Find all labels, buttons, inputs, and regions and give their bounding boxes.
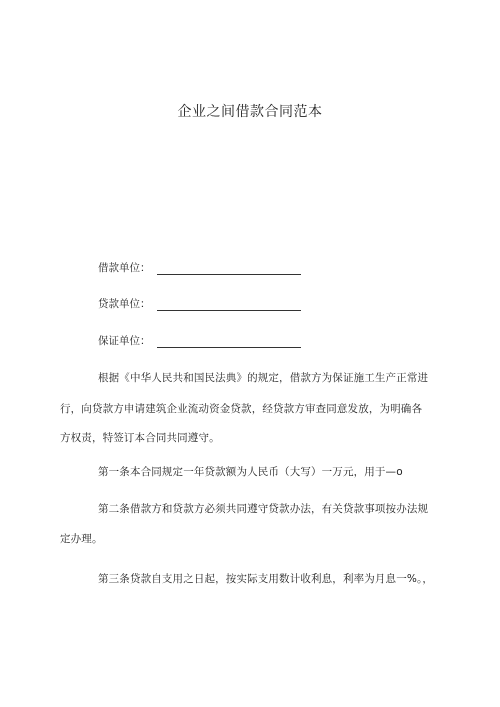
paragraph-line: 行，向贷款方申请建筑企业流动资金贷款，经贷款方审查同意发放，为明确各 bbox=[60, 403, 423, 415]
paragraph-line: 第二条借款方和贷款方必须共同遵守贷款办法，有关贷款事项按办法规 bbox=[98, 503, 429, 515]
paragraph-line: 方权责，特签订本合同共同遵守。 bbox=[60, 432, 220, 444]
paragraph-line: 定办理。 bbox=[60, 533, 103, 545]
guarantor-label: 保证单位： bbox=[98, 335, 151, 347]
lender-field bbox=[98, 296, 301, 311]
guarantor-blank-line bbox=[157, 337, 301, 348]
lender-label: 贷款单位： bbox=[98, 298, 151, 310]
guarantor-field bbox=[98, 333, 301, 348]
borrower-label: 借款单位： bbox=[98, 262, 151, 274]
lender-blank-line bbox=[157, 300, 301, 311]
paragraph-line: 第一条本合同规定一年贷款额为人民币（大写）一万元，用于—o bbox=[98, 466, 403, 478]
paragraph-line: 根据《中华人民共和国民法典》的规定，借款方为保证施工生产正常进 bbox=[98, 372, 429, 384]
document-title: 企业之间借款合同范本 bbox=[177, 104, 323, 120]
borrower-field bbox=[98, 260, 301, 275]
paragraph-line: 第三条贷款自支用之日起，按实际支用数计收利息，利率为月息一%。， bbox=[98, 573, 434, 585]
borrower-blank-line bbox=[157, 264, 301, 275]
